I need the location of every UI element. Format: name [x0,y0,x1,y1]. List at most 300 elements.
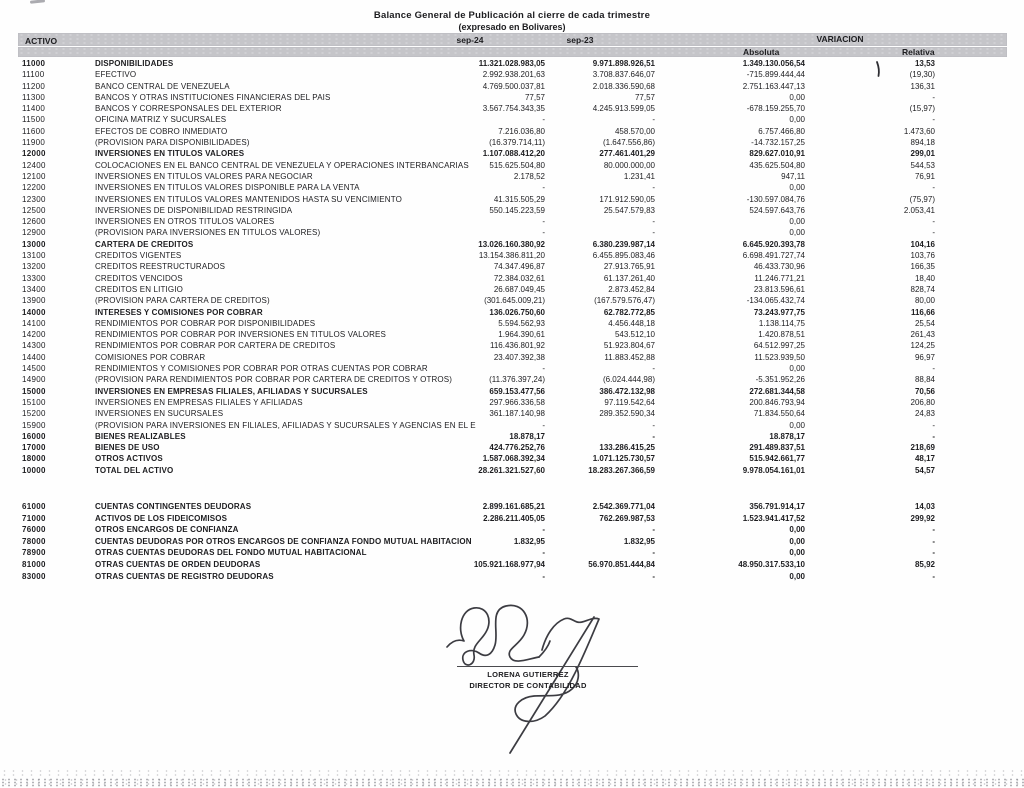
column-header-sep24: sep-24 [456,35,484,45]
value-variacion-relativa: 85,92 [914,559,935,569]
value-sep24: 1.107.088.412,20 [482,149,545,159]
column-header-sep23: sep-23 [566,35,594,45]
value-sep23: 543.512,10 [614,330,655,340]
value-sep23: - [652,183,655,193]
account-name: INVERSIONES EN TITULOS VALORES MANTENIDOS HASTA SU VENCIMIENTO [95,194,402,204]
value-variacion-relativa: 18,40 [914,273,935,283]
account-code: 13900 [22,296,46,306]
value-variacion-absoluta: 1.138.114,75 [758,318,805,328]
value-sep23: 51.923.804,67 [603,341,655,351]
value-variacion-relativa: 1.473,60 [903,126,935,136]
account-code: 12300 [22,194,46,204]
table-row [0,340,1010,351]
value-sep24: 297.966.336,58 [489,397,545,407]
value-variacion-relativa: 894,18 [910,138,935,148]
value-variacion-absoluta: 515.942.661,77 [749,454,805,464]
value-variacion-relativa: - [932,536,935,546]
value-sep23: - [652,571,655,581]
value-variacion-relativa: (15,97) [909,104,935,114]
value-variacion-relativa: (19,30) [909,70,935,80]
table-row [0,386,1010,397]
value-variacion-relativa: 261,43 [910,330,935,340]
value-sep24: 18.878,17 [509,431,545,441]
value-variacion-relativa: - [932,217,935,227]
signatory-name: LORENA GUTIERREZ [487,670,569,679]
value-sep23: 6.380.239.987,14 [592,239,655,249]
account-code: 11900 [22,138,46,148]
table-row [0,103,1010,114]
value-variacion-relativa: 299,92 [910,513,935,523]
value-variacion-relativa: 544,53 [910,160,935,170]
table-row [0,374,1010,385]
account-code: 15100 [22,397,46,407]
account-code: 12100 [22,171,46,181]
value-variacion-relativa: 124,25 [910,341,935,351]
account-code: 71000 [22,513,46,523]
value-sep24: 1.964.390,61 [498,330,545,340]
value-variacion-absoluta: 1.349.130.056,54 [742,59,805,68]
value-sep23: (1.647.556,86) [602,138,655,148]
value-sep24: 28.261.321.527,60 [478,465,545,475]
page-subtitle: (expresado en Bolivares) [458,22,566,32]
value-variacion-relativa: 299,01 [910,149,935,159]
account-code: 11000 [22,59,46,68]
value-variacion-absoluta: 0,00 [789,217,805,227]
table-row [0,126,1010,137]
value-sep23: 1.231,41 [623,171,655,181]
account-name: TOTAL DEL ACTIVO [95,465,174,475]
value-variacion-relativa: - [932,364,935,374]
table-row [0,408,1010,419]
account-code: 61000 [22,502,46,511]
value-variacion-absoluta: -715.899.444,44 [746,70,805,80]
account-code: 81000 [22,559,46,569]
account-name: (PROVISION PARA DISPONIBILIDADES) [95,138,250,148]
account-code: 13300 [22,273,46,283]
table-row [0,160,1010,171]
value-variacion-relativa: 88,84 [914,375,935,385]
value-sep24: 41.315.505,29 [493,194,545,204]
value-sep23: - [652,548,655,558]
account-code: 12900 [22,228,46,238]
value-variacion-absoluta: 0,00 [789,536,805,546]
account-code: 12600 [22,217,46,227]
value-sep24: - [542,420,545,430]
account-name: INVERSIONES EN OTROS TITULOS VALORES [95,217,275,227]
value-sep24: 105.921.168.977,94 [473,559,545,569]
table-row [0,571,1010,583]
value-variacion-absoluta: 0,00 [789,228,805,238]
value-sep23: 56.970.851.444,84 [588,559,655,569]
value-variacion-relativa: 166,35 [910,262,935,272]
value-variacion-absoluta: 272.681.344,58 [749,386,805,396]
account-code: 13400 [22,284,46,294]
table-row [0,194,1010,205]
account-name: COLOCACIONES EN EL BANCO CENTRAL DE VENEZUELA Y OPERACIONES INTERBANCARIAS [95,160,469,170]
account-name: DISPONIBILIDADES [95,59,174,68]
table-row [0,431,1010,442]
value-variacion-absoluta: 64.512.997,25 [753,341,805,351]
value-sep24: 136.026.750,60 [489,307,545,317]
table-row [0,114,1010,125]
value-sep23: 277.461.401,29 [599,149,655,159]
account-name: BANCO CENTRAL DE VENEZUELA [95,81,230,91]
account-name: CUENTAS DEUDORAS POR OTROS ENCARGOS DE CONFIANZA FONDO MUTUAL HABITACION [95,536,472,546]
account-code: 12200 [22,183,46,193]
value-variacion-relativa: - [932,525,935,535]
value-variacion-relativa: 76,91 [914,171,935,181]
value-sep24: 23.407.392,38 [493,352,545,362]
account-name: ACTIVOS DE LOS FIDEICOMISOS [95,513,228,523]
value-sep23: (167.579.576,47) [594,296,655,306]
value-variacion-relativa: 96,97 [914,352,935,362]
value-sep24: - [542,183,545,193]
account-name: BANCOS Y CORRESPONSALES DEL EXTERIOR [95,104,282,114]
value-variacion-relativa: - [932,92,935,102]
value-variacion-absoluta: 1.420.878,51 [758,330,805,340]
value-sep24: 2.178,52 [513,171,545,181]
value-sep24: - [542,228,545,238]
value-sep24: - [542,571,545,581]
column-header-variacion: VARIACION [816,34,864,44]
account-code: 14100 [22,318,46,328]
value-sep24: (11.376.397,24) [489,375,545,385]
table-row [0,465,1010,476]
value-sep24: 3.567.754.343,35 [482,104,545,114]
table-row [0,205,1010,216]
value-sep23: - [652,525,655,535]
value-sep24: 659.153.477,56 [489,386,545,396]
table-row [0,363,1010,374]
value-sep23: 80.000.000,00 [603,160,655,170]
table-row [0,148,1010,159]
memo-account-rows [0,501,1010,582]
table-row [0,442,1010,453]
value-variacion-relativa: - [932,420,935,430]
table-row [0,250,1010,261]
account-name: OTRAS CUENTAS DE ORDEN DEUDORAS [95,559,261,569]
account-name: BANCOS Y OTRAS INSTITUCIONES FINANCIERAS DEL PAIS [95,92,331,102]
account-name: CUENTAS CONTINGENTES DEUDORAS [95,502,252,511]
account-name: (PROVISION PARA CARTERA DE CREDITOS) [95,296,270,306]
value-variacion-relativa: 206,80 [910,397,935,407]
value-sep24: 72.384.032,61 [493,273,545,283]
table-row [0,182,1010,193]
value-variacion-absoluta: 9.978.054.161,01 [742,465,805,475]
page-title: Balance General de Publicación al cierre de cada trimestre [373,10,651,21]
table-row [0,524,1010,536]
account-name: (PROVISION PARA RENDIMIENTOS POR COBRAR POR CARTERA DE CREDITOS Y OTROS) [95,375,453,385]
account-name: (PROVISION PARA INVERSIONES EN TITULOS VALORES) [95,228,321,238]
value-variacion-relativa: 54,57 [914,465,935,475]
account-name: OFICINA MATRIZ Y SUCURSALES [95,115,227,125]
account-name: INVERSIONES EN EMPRESAS FILIALES Y AFILIADAS [95,397,303,407]
account-code: 76000 [22,525,46,535]
value-sep23: 11.883.452,88 [604,352,655,362]
account-code: 15200 [22,409,46,419]
value-sep23: 6.455.895.083,46 [592,251,655,261]
account-code: 14300 [22,341,46,351]
value-sep24: 550.145.223,59 [489,205,545,215]
account-name: EFECTIVO [95,70,137,80]
value-variacion-absoluta: 0,00 [789,548,805,558]
account-name: CARTERA DE CREDITOS [95,239,194,249]
value-variacion-absoluta: -130.597.084,76 [746,194,805,204]
value-variacion-absoluta: 0,00 [789,420,805,430]
value-sep23: 386.472.132,98 [599,386,655,396]
value-variacion-absoluta: 524.597.643,76 [749,205,805,215]
value-sep24: (16.379.714,11) [489,138,545,148]
table-row [0,58,1010,69]
account-code: 12400 [22,160,46,170]
account-name: INVERSIONES EN TITULOS VALORES [95,149,245,159]
value-sep24: 77,57 [524,92,545,102]
account-name: CREDITOS REESTRUCTURADOS [95,262,226,272]
table-row [0,273,1010,284]
value-sep23: 3.708.837.646,07 [592,70,655,80]
value-sep23: 2.542.369.771,04 [592,502,655,511]
pen-mark [872,60,886,80]
table-row [0,453,1010,464]
account-name: OTRAS CUENTAS DE REGISTRO DEUDORAS [95,571,274,581]
value-variacion-absoluta: 829.627.010,91 [749,149,805,159]
value-variacion-relativa: - [932,228,935,238]
value-sep24: 515.625.504,80 [489,160,545,170]
value-variacion-absoluta: 11.246.771,21 [754,273,805,283]
account-code: 14900 [22,375,46,385]
value-variacion-absoluta: -5.351.952,26 [755,375,805,385]
column-header-absoluta: Absoluta [743,47,780,57]
value-sep23: 77,57 [634,92,655,102]
table-row [0,501,1010,513]
value-sep24: 116.436.801,92 [489,341,545,351]
value-sep24: - [542,115,545,125]
account-name: INVERSIONES EN TITULOS VALORES DISPONIBLE PARA LA VENTA [95,183,360,193]
value-sep24: 5.594.562,93 [498,318,545,328]
account-name: (PROVISION PARA INVERSIONES EN FILIALES, AFILIADAS Y SUCURSALES Y AGENCIAS EN EL E [95,420,476,430]
value-sep23: 762.269.987,53 [599,513,655,523]
value-sep24: 2.992.938.201,63 [482,70,545,80]
value-sep23: - [652,228,655,238]
value-variacion-absoluta: 6.645.920.393,78 [742,239,805,249]
table-row [0,559,1010,571]
value-variacion-absoluta: 18.878,17 [769,431,805,441]
account-code: 13100 [22,251,46,261]
account-code: 11500 [22,115,46,125]
value-sep24: - [542,217,545,227]
value-variacion-absoluta: -134.065.432,74 [746,296,805,306]
value-variacion-absoluta: 0,00 [789,92,805,102]
account-name: RENDIMIENTOS POR COBRAR POR DISPONIBILIDADES [95,318,316,328]
table-row [0,239,1010,250]
value-sep24: 11.321.028.983,05 [478,59,545,68]
table-row [0,216,1010,227]
value-sep23: - [652,364,655,374]
value-variacion-relativa: (75,97) [909,194,935,204]
table-row [0,513,1010,525]
value-variacion-relativa: 136,31 [910,81,935,91]
account-code: 10000 [22,465,46,475]
account-name: INVERSIONES EN SUCURSALES [95,409,224,419]
value-variacion-relativa: - [932,431,935,441]
account-code: 14500 [22,364,46,374]
value-variacion-absoluta: -14.732.157,25 [751,138,805,148]
value-sep24: 1.832,95 [513,536,545,546]
table-row [0,397,1010,408]
account-name: RENDIMIENTOS Y COMISIONES POR COBRAR POR OTRAS CUENTAS POR COBRAR [95,364,428,374]
value-sep24: 4.769.500.037,81 [482,81,545,91]
value-variacion-absoluta: 291.489.837,51 [749,443,805,453]
value-sep23: 62.782.772,85 [603,307,655,317]
account-code: 17000 [22,443,46,453]
table-row [0,137,1010,148]
value-variacion-absoluta: 947,11 [781,171,805,181]
account-code: 11600 [22,126,46,136]
column-header-activo: ACTIVO [25,36,58,46]
value-variacion-relativa: - [932,548,935,558]
table-row [0,171,1010,182]
account-code: 78900 [22,548,46,558]
value-sep23: 289.352.590,34 [599,409,655,419]
value-sep24: 7.216.036,80 [498,126,545,136]
value-sep24: 1.587.068.392,34 [482,454,545,464]
value-sep24: 74.347.496,87 [493,262,545,272]
table-row [0,318,1010,329]
value-sep23: - [652,217,655,227]
table-row [0,420,1010,431]
value-variacion-absoluta: 2.751.163.447,13 [742,81,805,91]
account-name: BIENES REALIZABLES [95,431,186,441]
table-row [0,536,1010,548]
asset-rows [0,58,1010,476]
value-sep23: 171.912.590,05 [599,194,655,204]
value-variacion-absoluta: 46.433.730,96 [753,262,805,272]
account-code: 13200 [22,262,46,272]
value-sep23: - [652,115,655,125]
value-variacion-relativa: 218,69 [910,443,935,453]
value-sep24: - [542,364,545,374]
table-row [0,284,1010,295]
value-variacion-relativa: 2.053,41 [903,205,935,215]
account-name: INVERSIONES DE DISPONIBILIDAD RESTRINGIDA [95,205,293,215]
account-code: 13000 [22,239,46,249]
value-variacion-absoluta: 0,00 [789,364,805,374]
value-variacion-relativa: - [932,115,935,125]
value-sep23: 2.018.336.590,68 [592,81,655,91]
value-variacion-relativa: 70,56 [914,386,935,396]
table-header-band-bottom [18,47,1007,57]
value-variacion-relativa: 14,03 [914,502,935,511]
value-sep24: (301.645.009,21) [484,296,545,306]
value-variacion-relativa: 80,00 [914,296,935,306]
value-sep24: 361.187.140,98 [489,409,545,419]
column-header-relativa: Relativa [902,47,935,57]
value-sep23: 97.119.542,64 [604,397,655,407]
value-sep24: - [542,548,545,558]
value-variacion-absoluta: 1.523.941.417,52 [742,513,805,523]
account-name: OTRAS CUENTAS DEUDORAS DEL FONDO MUTUAL HABITACIONAL [95,548,367,558]
scan-artifact-top-left [30,0,45,4]
table-row [0,547,1010,559]
account-name: RENDIMIENTOS POR COBRAR POR INVERSIONES EN TITULOS VALORES [95,330,386,340]
value-variacion-absoluta: 0,00 [789,115,805,125]
account-code: 11200 [22,81,46,91]
table-row [0,81,1010,92]
account-code: 15000 [22,386,46,396]
account-code: 11300 [22,92,46,102]
account-name: CREDITOS EN LITIGIO [95,284,184,294]
account-name: INVERSIONES EN EMPRESAS FILIALES, AFILIADAS Y SUCURSALES [95,386,368,396]
account-code: 83000 [22,571,46,581]
table-row [0,352,1010,363]
value-variacion-absoluta: 73.243.977,75 [753,307,805,317]
account-name: COMISIONES POR COBRAR [95,352,206,362]
value-variacion-relativa: 48,17 [914,454,935,464]
account-name: OTROS ACTIVOS [95,454,163,464]
account-code: 11400 [22,104,46,114]
value-sep23: 9.971.898.926,51 [592,59,655,68]
value-variacion-absoluta: 435.625.504,80 [749,160,805,170]
account-name: RENDIMIENTOS POR COBRAR POR CARTERA DE CREDITOS [95,341,336,351]
account-code: 14400 [22,352,46,362]
value-variacion-absoluta: 6.698.491.727,74 [742,251,805,261]
signature-rule [457,666,638,667]
value-sep23: 18.283.267.366,59 [588,465,655,475]
value-variacion-absoluta: 200.846.793,94 [749,397,805,407]
account-name: CREDITOS VENCIDOS [95,273,183,283]
table-row [0,261,1010,272]
scan-edge-noise [0,778,1024,787]
value-variacion-relativa: 828,74 [910,284,935,294]
account-name: OTROS ENCARGOS DE CONFIANZA [95,525,239,535]
value-sep23: 4.456.448,18 [608,318,655,328]
value-sep24: 2.899.161.685,21 [482,502,545,511]
value-sep23: 1.832,95 [623,536,655,546]
value-variacion-relativa: 104,16 [910,239,935,249]
account-code: 16000 [22,431,46,441]
table-row [0,69,1010,80]
table-row [0,307,1010,318]
value-variacion-absoluta: 0,00 [789,183,805,193]
value-variacion-absoluta: 356.791.914,17 [749,502,805,511]
account-code: 12500 [22,205,46,215]
table-row [0,295,1010,306]
value-sep23: 458.570,00 [614,126,655,136]
table-row [0,92,1010,103]
value-sep23: - [652,431,655,441]
value-variacion-absoluta: 71.834.550,64 [753,409,805,419]
value-variacion-absoluta: 48.950.317.533,10 [738,559,805,569]
account-code: 11100 [22,70,45,80]
value-variacion-absoluta: -678.159.255,70 [746,104,805,114]
value-variacion-absoluta: 0,00 [789,571,805,581]
value-sep23: - [652,420,655,430]
table-row [0,227,1010,238]
value-variacion-relativa: 103,76 [910,251,935,261]
value-variacion-relativa: 116,66 [910,307,935,317]
value-sep24: 13.026.160.380,92 [478,239,545,249]
value-sep23: 61.137.261,40 [603,273,655,283]
value-sep24: - [542,525,545,535]
value-variacion-relativa: 24,83 [914,409,935,419]
value-variacion-absoluta: 0,00 [789,525,805,535]
value-variacion-relativa: - [932,183,935,193]
value-sep24: 424.776.252,76 [489,443,545,453]
account-name: INVERSIONES EN TITULOS VALORES PARA NEGOCIAR [95,171,313,181]
value-variacion-absoluta: 23.813.596,61 [753,284,805,294]
table-row [0,329,1010,340]
value-variacion-relativa: - [932,571,935,581]
